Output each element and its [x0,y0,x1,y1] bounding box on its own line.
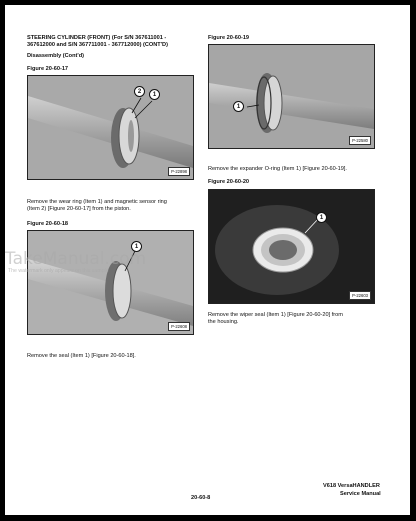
callout-item-1: 1 [131,241,142,252]
figure-20-image [208,189,375,304]
figure-17-code: P-22898 [168,167,190,176]
figure-19-image [208,44,375,149]
callout-item-1: 1 [233,101,244,112]
housing-photo [209,190,374,303]
figure-18-label: Figure 20-60-18 [27,221,69,227]
figure-19-label: Figure 20-60-19 [208,35,250,41]
page-number: 20-60-8 [191,495,211,501]
section-title-line2: 367612000 and S/N 367711001 - 367712000) (CONT'D) [27,42,168,48]
piston-rod-photo [28,76,193,179]
paragraph-17-line1: Remove the wear ring (Item 1) and magnetic sensor ring [27,199,167,205]
watermark-brand: TakeManual.com [5,249,147,269]
watermark-tagline: The watermark only appears on this sample [8,268,109,274]
callout-item-1: 1 [316,212,327,223]
paragraph-19: Remove the expander O-ring (Item 1) [Figure 20-60-19]. [208,166,347,172]
paragraph-18: Remove the seal (Item 1) [Figure 20-60-18]. [27,353,136,359]
figure-19-code: P-22580 [349,136,371,145]
footer-product: V618 VersaHANDLER [323,483,380,489]
seal-photo [28,231,193,334]
footer-doc: Service Manual [340,491,381,497]
figure-20-code: P-22603 [349,291,371,300]
section-title-line1: STEERING CYLINDER (FRONT) (For S/N 367611001 - [27,35,167,41]
subsection-title: Disassembly (Cont'd) [27,53,84,59]
figure-20-label: Figure 20-60-20 [208,179,250,185]
callout-item-1: 1 [149,89,160,100]
paragraph-20-line1: Remove the wiper seal (Item 1) [Figure 20-60-20] from [208,312,343,318]
paragraph-17-line2: (Item 2) [Figure 20-60-17] from the piston. [27,206,131,212]
paragraph-20-line2: the housing. [208,319,239,325]
callout-item-2: 2 [134,86,145,97]
o-ring-photo [209,45,374,148]
figure-18-code: P-22608 [168,322,190,331]
figure-17-label: Figure 20-60-17 [27,66,69,72]
figure-18-image [27,230,194,335]
figure-17-image [27,75,194,180]
